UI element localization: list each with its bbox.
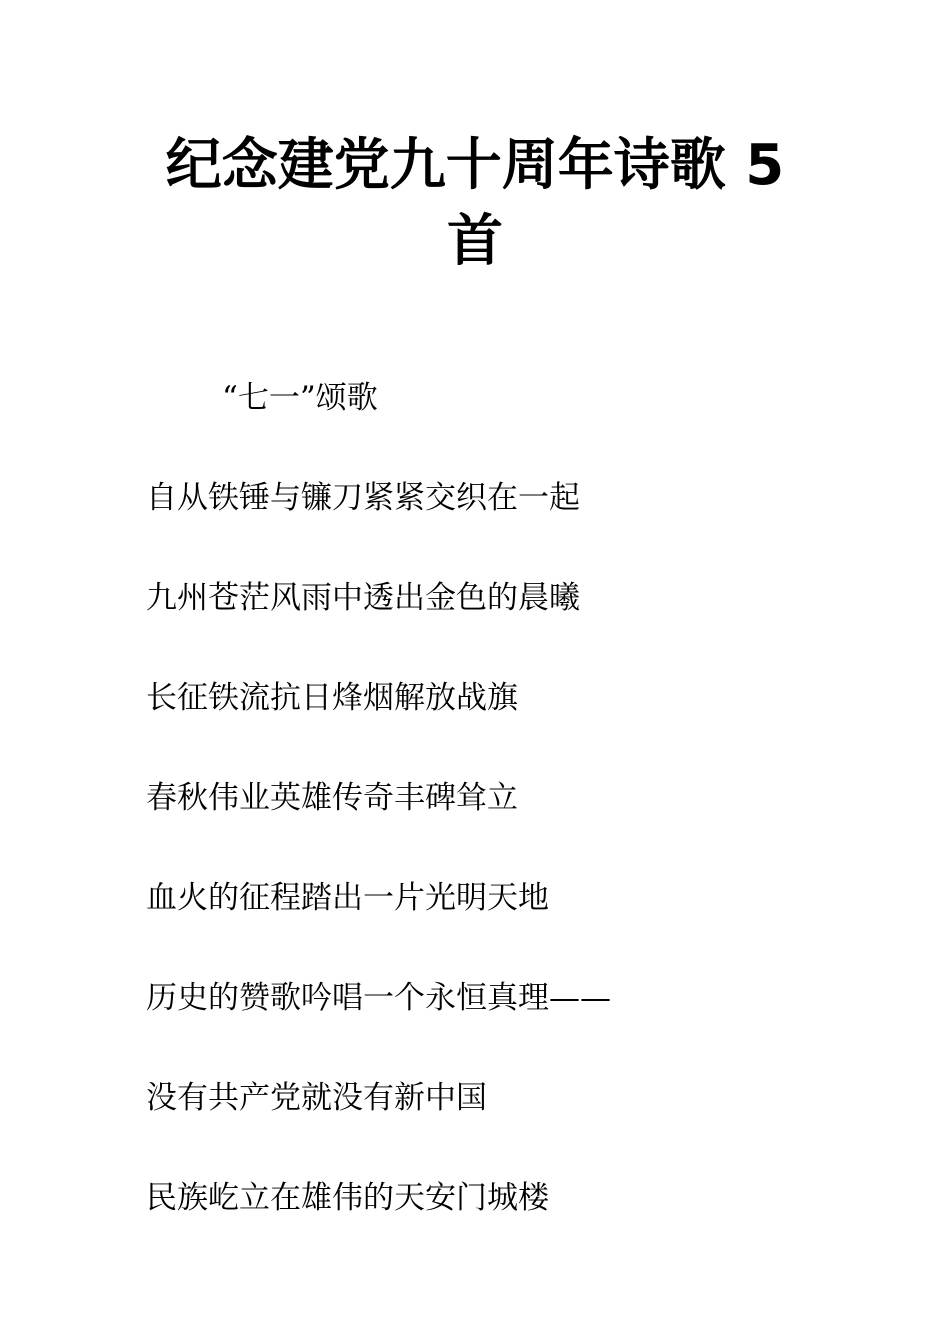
poem-line: 春秋伟业英雄传奇丰碑耸立 <box>146 780 518 816</box>
poem-line: 血火的征程踏出一片光明天地 <box>146 880 549 916</box>
poem-line: 九州苍茫风雨中透出金色的晨曦 <box>146 580 580 616</box>
poem-title: “七一”颂歌 <box>222 380 378 416</box>
poem-body <box>146 476 611 1276</box>
poem-line: 民族屹立在雄伟的天安门城楼 <box>146 1180 549 1216</box>
poem-line: 历史的赞歌吟唱一个永恒真理—— <box>146 980 611 1016</box>
poem-line: 长征铁流抗日烽烟解放战旗 <box>146 680 518 716</box>
document-title: 纪念建党九十周年诗歌 5 首 <box>165 133 785 274</box>
poem-line: 自从铁锤与镰刀紧紧交织在一起 <box>146 480 580 516</box>
poem-line: 没有共产党就没有新中国 <box>146 1080 487 1116</box>
